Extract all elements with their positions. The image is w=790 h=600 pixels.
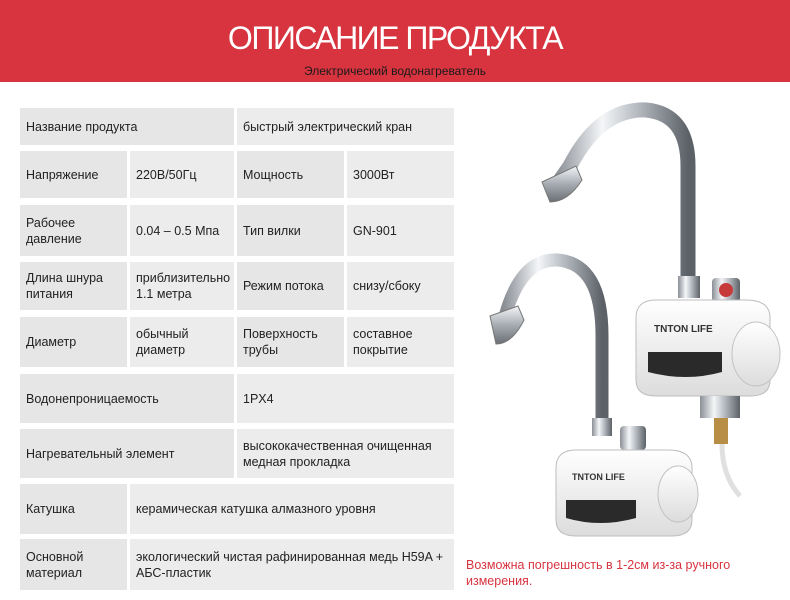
spec-label: Напряжение — [20, 151, 127, 198]
spec-label: Диаметр — [20, 317, 127, 367]
spec-row-heater — [20, 429, 454, 478]
brand-logo: TNTON LIFE — [572, 472, 625, 482]
spec-value: 220В/50Гц — [130, 151, 234, 198]
faucet-large — [542, 110, 780, 496]
spec-label: Основной материал — [20, 539, 127, 590]
spec-value: 3000Вт — [347, 151, 454, 198]
spec-label: Нагревательный элемент — [20, 429, 234, 478]
page-subtitle: Электрический водонагреватель — [304, 64, 486, 78]
faucet-product-image — [460, 96, 790, 546]
spec-row-material — [20, 539, 454, 590]
spec-label: Длина шнура питания — [20, 262, 127, 310]
spec-value: GN-901 — [347, 205, 454, 256]
spec-label: Мощность — [237, 151, 344, 198]
spec-label: Катушка — [20, 484, 127, 534]
spec-value: 0.04 – 0.5 Мпа — [130, 205, 234, 256]
spec-row-waterproof — [20, 374, 454, 423]
brand-logo: TNTON LIFE — [654, 324, 713, 335]
header-banner — [0, 0, 790, 82]
spec-row-cord — [20, 262, 454, 310]
spec-label: Поверхность трубы — [237, 317, 344, 367]
spec-value: обычный диаметр — [130, 317, 234, 367]
spec-value: 1PX4 — [237, 374, 454, 423]
spec-value: снизу/сбоку — [347, 262, 454, 310]
spec-row-pressure — [20, 205, 454, 256]
spec-value: экологический чистая рафинированная медь H59A + АБС-пластик — [130, 539, 454, 590]
spec-label: Тип вилки — [237, 205, 344, 256]
spec-value: керамическая катушка алмазного уровня — [130, 484, 454, 534]
spec-value: высококачественная очищенная медная прокладка — [237, 429, 454, 478]
spec-row-name — [20, 108, 454, 145]
spec-label: Режим потока — [237, 262, 344, 310]
spec-value: составное покрытие — [347, 317, 454, 367]
spec-row-cartridge — [20, 484, 454, 534]
spec-row-diameter — [20, 317, 454, 367]
spec-label: Рабочее давление — [20, 205, 127, 256]
spec-value: приблизительно 1.1 метра — [130, 262, 234, 310]
spec-value: быстрый электрический кран — [237, 108, 454, 145]
page-title: ОПИСАНИЕ ПРОДУКТА — [227, 20, 563, 56]
measurement-note: Возможна погрешность в 1-2см из-за ручного измерения. — [466, 558, 731, 588]
spec-label: Водонепроницаемость — [20, 374, 234, 423]
spec-label: Название продукта — [20, 108, 234, 145]
spec-row-voltage — [20, 151, 454, 198]
